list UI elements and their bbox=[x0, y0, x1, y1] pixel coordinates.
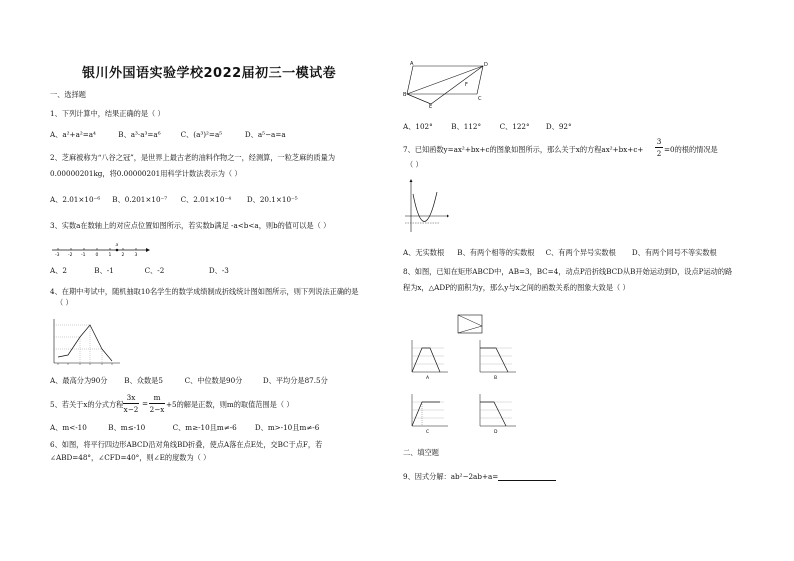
q5-frac2-bar bbox=[149, 403, 165, 404]
q4-option-c[interactable]: C、中位数是90分 bbox=[184, 376, 243, 385]
q6-option-b[interactable]: B、112° bbox=[451, 122, 482, 131]
q1-option-c[interactable]: C、(a³)²=a⁵ bbox=[180, 130, 223, 139]
q7-option-a[interactable]: A、无实数根 bbox=[403, 248, 445, 257]
q7-options bbox=[403, 248, 717, 258]
q8-graph-a-label: A bbox=[426, 376, 430, 380]
q3-tick-label: 2 bbox=[121, 253, 125, 258]
q4-stem-line2: （ ） bbox=[56, 298, 73, 307]
q1-option-b[interactable]: B、a³·a³=a⁶ bbox=[118, 130, 161, 139]
q7-option-d[interactable]: D、有两个同号不等实数根 bbox=[631, 248, 717, 257]
q8-rectangle-figure bbox=[455, 312, 485, 338]
q8-graph-a bbox=[406, 338, 450, 380]
q6-option-a[interactable]: A、102° bbox=[403, 122, 433, 131]
q3-tick-label: -1 bbox=[81, 253, 86, 258]
q2-option-d[interactable]: D、20.1×10⁻⁵ bbox=[246, 195, 298, 204]
q5-frac1-den: x−2 bbox=[123, 405, 139, 414]
q8-graph-c-label: C bbox=[426, 430, 430, 434]
q6-label-d: D bbox=[484, 62, 488, 68]
q8-stem-line1: 8、如图，已知在矩形ABCD中，AB=3，BC=4，动点P沿折线BCD从B开始运动到D，设点P运动的路 bbox=[403, 267, 733, 276]
q3-option-b[interactable]: B、-1 bbox=[94, 266, 114, 275]
q3-stem: 3、实数a在数轴上的对应点位置如图所示，若实数b满足 -a<b<a，则b的值可以是（ ） bbox=[50, 221, 331, 230]
q7-parabola-graph bbox=[403, 178, 449, 234]
q5-frac2-den: 2−x bbox=[149, 405, 165, 414]
q7-option-b[interactable]: B、有两个相等的实数根 bbox=[457, 248, 535, 257]
q6-stem-line2: ∠ABD=48°，∠CFD=40°，则∠E的度数为（ ） bbox=[50, 453, 211, 462]
q5-frac1-num: 3x bbox=[126, 393, 136, 402]
q8-graph-b bbox=[474, 338, 518, 380]
q5-options bbox=[50, 423, 319, 433]
q8-stem-line2: 程为x，△ADP的面积为y，那么y与x之间的函数关系的图象大致是（ ） bbox=[403, 283, 630, 292]
q4-option-d[interactable]: D、平均分是87.5分 bbox=[262, 376, 328, 385]
q6-option-d[interactable]: D、92° bbox=[545, 122, 572, 131]
q1-option-d[interactable]: D、a⁵−a=a bbox=[244, 130, 286, 139]
q7-stem-line1: 7、已知函数y=ax²+bx+c的图象如图所示，那么关于x的方程ax²+bx+c+ bbox=[403, 145, 644, 154]
section-choice-heading: 一、选择题 bbox=[50, 90, 86, 99]
q5-option-d[interactable]: D、m>-10且m≠-6 bbox=[254, 423, 320, 432]
q5-stem-suffix: +5的解是正数，则m的取值范围是（ ） bbox=[166, 400, 294, 409]
q6-label-f: F bbox=[465, 82, 468, 88]
q2-options bbox=[50, 195, 298, 205]
q4-options bbox=[50, 376, 328, 386]
q4-line-graph bbox=[50, 317, 122, 369]
q3-options bbox=[50, 266, 229, 276]
q3-option-c[interactable]: C、-2 bbox=[144, 266, 165, 275]
q3-tick-label: 0 bbox=[95, 253, 99, 258]
q7-frac-den: 2 bbox=[656, 149, 662, 158]
exam-title: 银川外国语实验学校2022届初三一模试卷 bbox=[82, 66, 337, 81]
q2-stem-line1: 2、芝麻被称为“八谷之冠”，是世界上最古老的油料作物之一，经测算，一粒芝麻的质量为 bbox=[50, 153, 336, 162]
q7-stem-line2: （ ） bbox=[406, 160, 423, 169]
q4-stem-line1: 4、在期中考试中，随机抽取10名学生的数学成绩制成折线统计图如图所示，则下列说法正确的是 bbox=[50, 287, 359, 296]
q9-stem bbox=[403, 472, 556, 481]
q1-options bbox=[50, 130, 286, 140]
q2-option-c[interactable]: C、2.01×10⁻⁴ bbox=[180, 195, 232, 204]
q7-frac-num: 3 bbox=[656, 137, 662, 146]
q7-frac-bar bbox=[655, 147, 663, 148]
q1-option-a[interactable]: A、a²+a²=a⁴ bbox=[50, 130, 96, 139]
q3-tick-label: -3 bbox=[55, 253, 60, 258]
q5-frac2-num: m bbox=[153, 393, 161, 402]
q3-tick-label: -2 bbox=[68, 253, 73, 258]
q5-option-a[interactable]: A、m<-10 bbox=[50, 423, 87, 432]
q5-frac1-bar bbox=[123, 403, 139, 404]
q6-stem-line1: 6、如图，将平行四边形ABCD沿对角线BD折叠，使点A落在点E处，交BC于点F，若 bbox=[50, 440, 323, 449]
q2-stem-line2: 0.00000201kg，将0.00000201用科学计数法表示为（ ） bbox=[50, 169, 242, 178]
q8-graph-d bbox=[474, 392, 518, 434]
q9-stem-text: 9、因式分解：ab²−2ab+a= bbox=[403, 472, 499, 481]
q3-number-line bbox=[50, 240, 150, 258]
q2-option-b[interactable]: B、0.201×10⁻⁷ bbox=[112, 195, 168, 204]
q4-option-b[interactable]: B、众数是5 bbox=[124, 376, 163, 385]
q8-graph-b-label: B bbox=[494, 376, 498, 380]
q7-option-c[interactable]: C、有两个异号实数根 bbox=[545, 248, 616, 257]
q5-stem-prefix: 5、若关于x的分式方程 bbox=[50, 400, 124, 409]
q4-option-a[interactable]: A、最高分为90分 bbox=[50, 376, 108, 385]
q5-option-b[interactable]: B、m≤-10 bbox=[108, 423, 146, 432]
section-fill-heading: 二、填空题 bbox=[403, 448, 439, 457]
q5-option-c[interactable]: C、m≥-10且m≠-6 bbox=[172, 423, 237, 432]
q3-tick-label: 3 bbox=[134, 253, 138, 258]
q3-option-d[interactable]: D、-3 bbox=[208, 266, 229, 275]
q6-label-e: E bbox=[429, 104, 433, 108]
q5-equals: = bbox=[142, 399, 149, 408]
q9-answer-blank[interactable] bbox=[498, 473, 556, 481]
q6-label-b: B bbox=[403, 92, 407, 98]
q6-options bbox=[403, 122, 572, 132]
q6-label-a: A bbox=[410, 61, 414, 67]
q3-point-label: a bbox=[115, 243, 119, 248]
q1-stem: 1、下列计算中，结果正确的是（ ） bbox=[50, 109, 165, 118]
q7-stem-line1b: =0的根的情况是 bbox=[664, 145, 718, 154]
q8-graph-c bbox=[406, 392, 450, 434]
q3-tick-label: 1 bbox=[108, 253, 112, 258]
q6-parallelogram-figure bbox=[403, 60, 489, 108]
q2-option-a[interactable]: A、2.01×10⁻⁶ bbox=[50, 195, 101, 204]
q6-label-c: C bbox=[478, 96, 482, 102]
q3-option-a[interactable]: A、2 bbox=[50, 266, 67, 275]
q6-option-c[interactable]: C、122° bbox=[499, 122, 530, 131]
q8-graph-d-label: D bbox=[494, 430, 498, 434]
